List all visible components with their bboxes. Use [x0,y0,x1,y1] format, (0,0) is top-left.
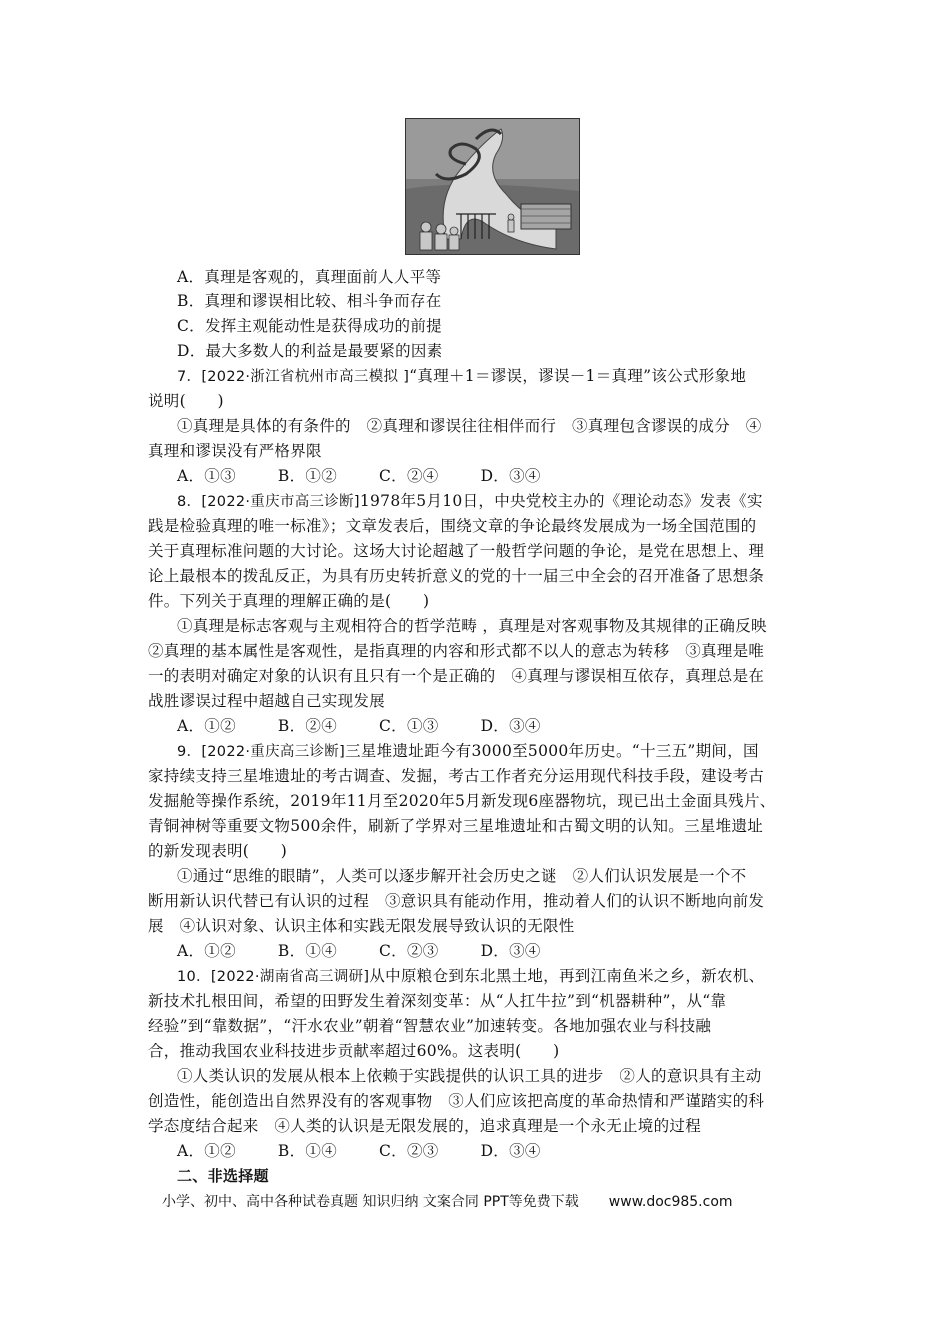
q8-stem-3: 关于真理标准问题的大讨论。这场大讨论超越了一般哲学问题的争论，是党在思想上、理 [148,542,765,560]
q6-option-d: D．最大多数人的利益是最要紧的因素 [177,342,443,360]
q10-stem-3: 经验”到“靠数据”，“汗水农业”朝着“智慧农业”加速转变。各地加强农业与科技融 [148,1017,712,1035]
q9-source: 9．[2022·重庆高三诊断] [177,744,346,760]
q10-choice-d: D．③④ [480,1142,541,1160]
q8-choice-d: D．③④ [480,717,541,735]
q6-option-b: B．真理和谬误相比较、相斗争而存在 [177,292,442,310]
section-title: 二、非选择题 [177,1167,269,1185]
q7-choices [177,465,837,487]
q10-stem-2: 新技术扎根田间，希望的田野发生着深刻变革：从“人扛牛拉”到“机器耕种”，从“靠 [148,992,727,1010]
footer-url[interactable]: www.doc985.com [608,1194,733,1210]
q8-items-1: ①真理是标志客观与主观相符合的哲学范畴 ，真理是对客观事物及其规律的正确反映 [177,617,767,635]
q6-option-c: C．发挥主观能动性是获得成功的前提 [177,317,442,335]
q8-choice-b: B．②④ [277,717,337,735]
q9-choice-d: D．③④ [480,942,541,960]
q7-choice-c: C．②④ [379,467,439,485]
footer-text: 小学、初中、高中各种试卷真题 知识归纳 文案合同 PPT等免费下载 [162,1194,579,1210]
q9-stem-2: 家持续支持三星堆遗址的考古调查、发掘，考古工作者充分运用现代科技手段，建设考古 [148,767,765,785]
q8-source: 8．[2022·重庆市高三诊断] [177,494,360,510]
q10-items-3: 学态度结合起来 ④人类的认识是无限发展的，追求真理是一个永无止境的过程 [148,1117,702,1135]
q9-stem-3: 发掘舱等操作系统，2019年11月至2020年5月新发现6座器物坑，现已出土金面具残片、 [148,792,776,810]
q9-items-2: 断用新认识代替已有认识的过程 ③意识具有能动作用，推动着人们的认识不断地向前发 [148,892,765,910]
q10-stem-1: 从中原粮仓到东北黑土地，再到江南鱼米之乡，新农机、 [369,967,765,985]
q10-stem-4: 合，推动我国农业科技进步贡献率超过60%。这表明( ) [148,1042,560,1060]
q7-choice-d: D．③④ [480,467,541,485]
q8-choice-c: C．①③ [379,717,439,735]
q9-stem-4: 青铜神树等重要文物500余件，刷新了学界对三星堆遗址和古蜀文明的认知。三星堆遗址 [148,817,764,835]
q8-choice-a: A．①② [177,717,236,735]
q8-stem-line [177,490,837,513]
q10-items-1: ①人类认识的发展从根本上依赖于实践提供的认识工具的进步 ②人的意识具有主动 [177,1067,762,1085]
q9-stem-line [177,740,837,763]
q7-choice-a: A．①③ [177,467,236,485]
q9-choice-b: B．①④ [277,942,337,960]
q9-choice-c: C．②③ [379,942,439,960]
q10-source: 10．[2022·湖南省高三调研] [177,969,370,985]
q10-choice-b: B．①④ [277,1142,337,1160]
q8-stem-2: 践是检验真理的唯一标准》；文章发表后，围绕文章的争论最终发展成为一场全国范围的 [148,517,757,535]
q8-items-2: ②真理的基本属性是客观性，是指真理的内容和形式都不以人的意志为转移 ③真理是唯 [148,642,765,660]
q9-stem-5: 的新发现表明( ) [148,842,288,860]
q9-items-1: ①通过“思维的眼睛”，人类可以逐步解开社会历史之谜 ②人们认识发展是一个不 [177,867,747,885]
q7-items-2: 真理和谬误没有严格界限 [148,442,322,460]
q7-stem-2: 说明( ) [148,392,224,410]
q10-choices [177,1140,837,1162]
q7-source: 7．[2022·浙江省杭州市高三模拟 ] [177,369,410,385]
q7-choice-b: B．①② [277,467,337,485]
q7-items-1: ①真理是具体的有条件的 ②真理和谬误往往相伴而行 ③真理包含谬误的成分 ④ [177,417,762,435]
q8-choices [177,715,837,737]
footer [162,1191,733,1211]
q7-stem-1: “真理＋1＝谬误，谬误－1＝真理”该公式形象地 [409,367,747,385]
q8-items-3: 一的表明对确定对象的认识有且只有一个是正确的 ④真理与谬误相互依存，真理总是在 [148,667,765,685]
q8-stem-5: 件。下列关于真理的理解正确的是( ) [148,592,430,610]
q7-stem-line [177,365,837,388]
q9-items-3: 展 ④认识对象、认识主体和实践无限发展导致认识的无限性 [148,917,575,935]
q9-choice-a: A．①② [177,942,236,960]
q10-items-2: 创造性，能创造出自然界没有的客观事物 ③人们应该把高度的革命热情和严谨踏实的科 [148,1092,765,1110]
illustration-image [405,118,580,255]
q9-stem-1: 三星堆遗址距今有3000至5000年历史。“十三五”期间，国 [345,742,759,760]
q6-option-a: A．真理是客观的，真理面前人人平等 [177,268,442,286]
q8-stem-4: 论上最根本的拨乱反正，为具有历史转折意义的党的十一届三中全会的召开准备了思想条 [148,567,765,585]
q10-choice-a: A．①② [177,1142,236,1160]
q10-stem-line [177,965,837,988]
q8-items-4: 战胜谬误过程中超越自己实现发展 [148,692,386,710]
q8-stem-1: 1978年5月10日，中央党校主办的《理论动态》发表《实 [359,492,763,510]
q10-choice-c: C．②③ [379,1142,439,1160]
q9-choices [177,940,837,962]
spiral-tower-illustration [406,119,579,254]
